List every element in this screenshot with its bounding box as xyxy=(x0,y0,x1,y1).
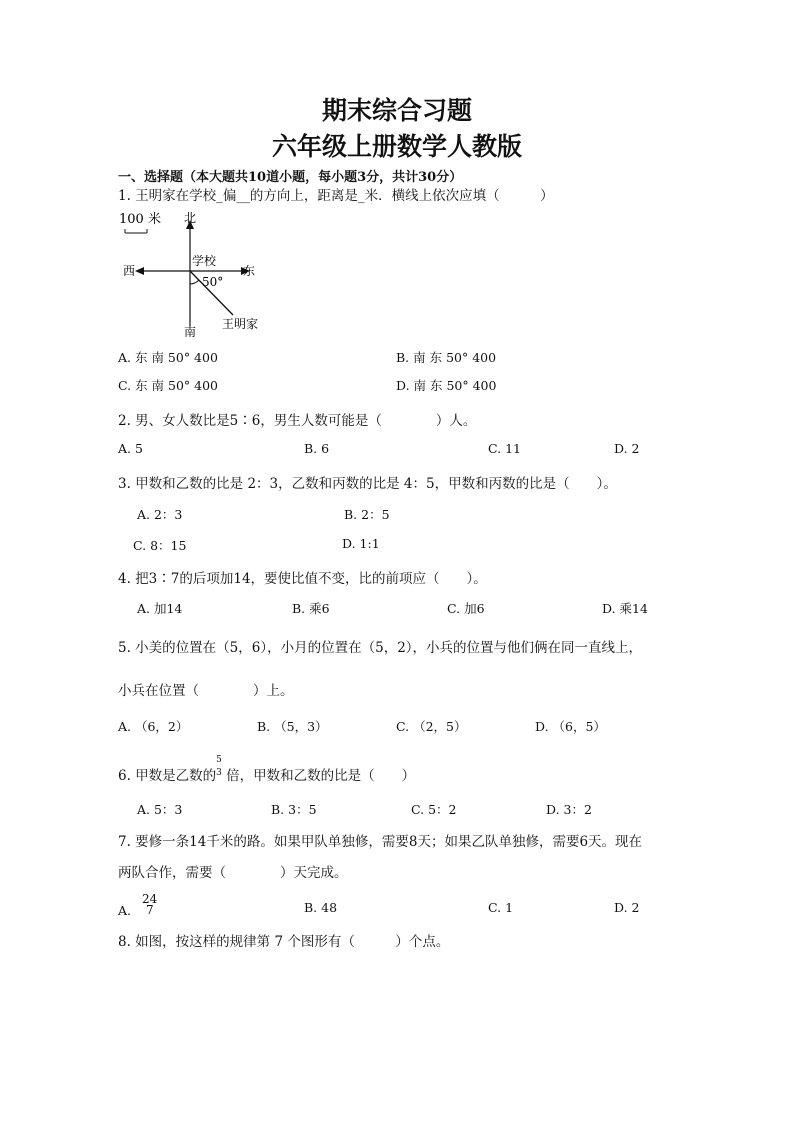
q4-option-a: A. 加14 xyxy=(137,601,183,616)
question-6 xyxy=(118,755,416,784)
fraction-denominator: 3 xyxy=(216,768,222,778)
q3-option-d: D. 1:1 xyxy=(342,536,380,551)
q6-text-after: 倍，甲数和乙数的比是（ ） xyxy=(226,768,416,784)
angle-label: 50° xyxy=(202,275,224,289)
q1-option-b: B. 南 东 50° 400 xyxy=(396,350,497,365)
question-8: 8. 如图，按这样的规律第 7 个图形有（ ）个点。 xyxy=(118,934,450,950)
q5-option-b: B. （5，3） xyxy=(257,719,328,734)
west-label: 西 xyxy=(123,264,136,278)
school-label: 学校 xyxy=(192,254,217,268)
q1-option-d: D. 南 东 50° 400 xyxy=(396,378,497,393)
q1-option-a: A. 东 南 50° 400 xyxy=(118,350,218,365)
q7-option-a-denominator: 7 xyxy=(146,903,154,917)
q6-option-d: D. 3：2 xyxy=(546,802,592,817)
q4-option-b: B. 乘6 xyxy=(292,601,330,616)
q5-option-c: C. （2，5） xyxy=(396,719,467,734)
q3-option-c: C. 8：15 xyxy=(133,538,187,553)
question-3: 3. 甲数和乙数的比是 2：3，乙数和丙数的比是 4：5，甲数和丙数的比是（ ）。 xyxy=(118,476,617,492)
question-1: 1. 王明家在学校_偏__的方向上，距离是_米．横线上依次应填（ ） xyxy=(118,188,554,204)
house-label: 王明家 xyxy=(222,317,259,331)
page-title: 期末综合习题 xyxy=(321,96,472,125)
q7-option-c: C. 1 xyxy=(488,900,514,915)
scale-label: 100 米 xyxy=(119,212,161,227)
q2-option-d: D. 2 xyxy=(614,441,640,456)
q6-option-a: A. 5：3 xyxy=(137,802,183,817)
north-label: 北 xyxy=(184,211,197,225)
q5-option-d: D. （6，5） xyxy=(535,719,606,734)
fraction-numerator: 5 xyxy=(216,755,222,765)
q2-option-b: B. 6 xyxy=(304,441,330,456)
q4-option-c: C. 加6 xyxy=(447,601,485,616)
page-subtitle: 六年级上册数学人教版 xyxy=(271,132,522,161)
q6-option-c: C. 5：2 xyxy=(411,802,457,817)
q1-option-c: C. 东 南 50° 400 xyxy=(118,378,219,393)
direction-diagram xyxy=(115,208,280,338)
q3-option-a: A. 2：3 xyxy=(137,507,183,522)
section-heading: 一、选择题（本大题共10道小题，每小题3分，共计30分） xyxy=(118,170,463,185)
question-5-line1: 5. 小美的位置在（5，6），小月的位置在（5，2），小兵的位置与他们俩在同一直线上， xyxy=(118,640,643,656)
q2-option-a: A. 5 xyxy=(118,441,143,456)
south-label: 南 xyxy=(184,325,197,338)
q7-option-a-label: A. xyxy=(118,903,132,918)
fraction-five-thirds xyxy=(216,755,226,780)
q3-option-b: B. 2：5 xyxy=(344,507,390,522)
east-label: 东 xyxy=(243,264,256,278)
question-7-line1: 7. 要修一条14千米的路。如果甲队单独修，需要8天；如果乙队单独修，需要6天。现在 xyxy=(118,834,643,850)
q5-option-a: A. （6，2） xyxy=(118,719,189,734)
q6-option-b: B. 3：5 xyxy=(271,802,317,817)
q7-option-a-numerator: 24 xyxy=(142,892,158,906)
question-2: 2. 男、女人数比是5∶6，男生人数可能是（ ）人。 xyxy=(118,413,477,429)
question-4: 4. 把3∶7的后项加14，要使比值不变，比的前项应（ ）。 xyxy=(118,571,487,587)
q6-text-before: 6. 甲数是乙数的 xyxy=(118,768,217,784)
q7-option-b: B. 48 xyxy=(304,900,338,915)
q2-option-c: C. 11 xyxy=(488,441,521,456)
q7-option-d: D. 2 xyxy=(614,900,640,915)
q4-option-d: D. 乘14 xyxy=(602,601,648,616)
question-7-line2: 两队合作，需要（ ）天完成。 xyxy=(118,865,348,881)
question-5-line2: 小兵在位置（ ）上。 xyxy=(118,683,294,699)
